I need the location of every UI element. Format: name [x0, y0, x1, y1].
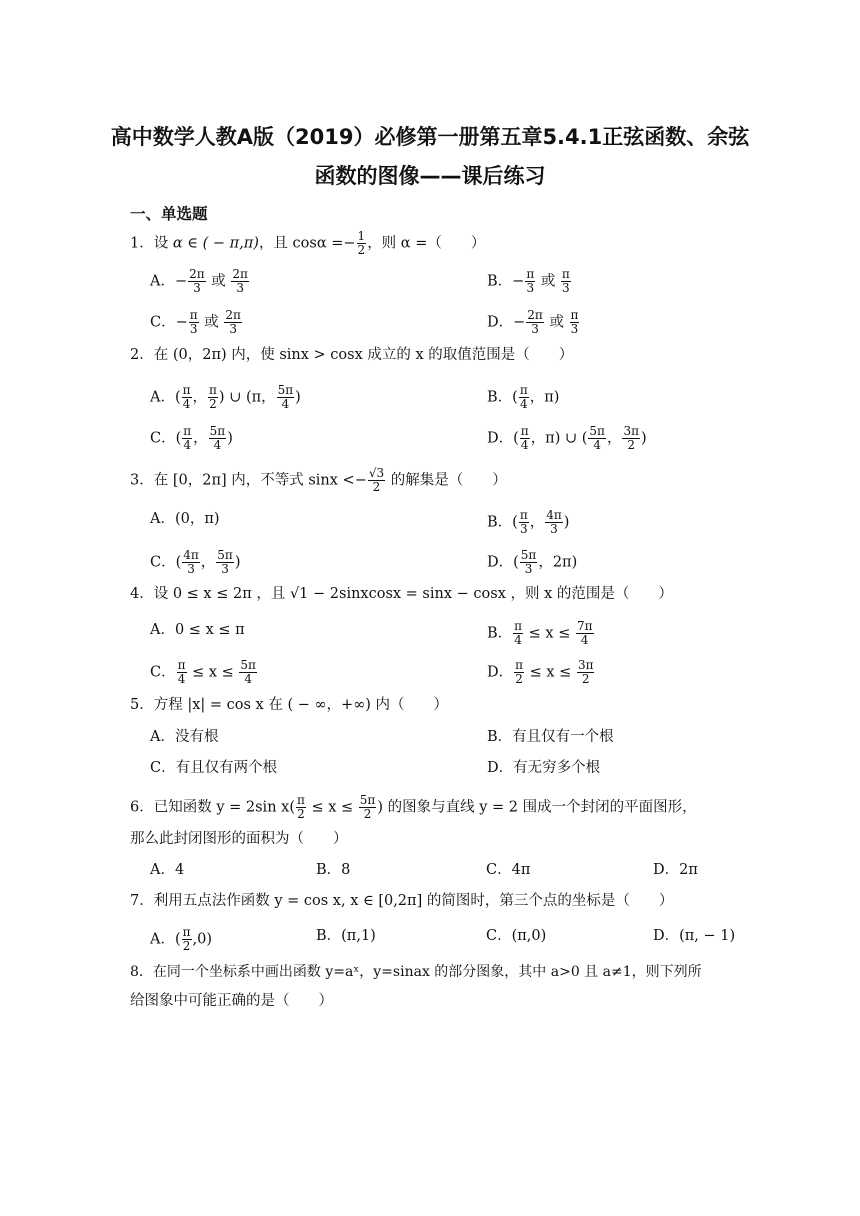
- doc-title-line1: 高中数学人教A版（2019）必修第一册第五章5.4.1正弦函数、余弦: [110, 125, 750, 149]
- q3-option-c[interactable]: C．( $\frac{4\pi}{3}$ ， $\frac{5\pi}{3}$ ): [150, 548, 241, 576]
- question-6-stem: 6．已知函数 y = 2sin x( $\frac{\pi}{2}$ ≤ x ≤ $\frac{5\pi}{2}$ ) 的图象与直线 y = 2 围成一个封闭的平面图形，: [130, 793, 697, 821]
- q6-option-d[interactable]: D．2π: [653, 862, 698, 878]
- question-8-stem: 8．在同一个坐标系中画出函数 y=aˣ，y=sinax 的部分图象，其中 a>0 且 a≠1，则下列所: [130, 964, 702, 980]
- q6-option-b[interactable]: B．8: [316, 862, 351, 878]
- q4-option-a[interactable]: A．0 ≤ x ≤ π: [150, 622, 245, 638]
- q2-option-c[interactable]: C．( $\frac{\pi}{4}$ ， $\frac{5\pi}{4}$ ): [150, 424, 233, 452]
- q5-option-d[interactable]: D．有无穷多个根: [487, 760, 601, 776]
- q7-option-a[interactable]: A．( $\frac{\pi}{2}$ ,0): [150, 925, 213, 953]
- q3-option-b[interactable]: B．( $\frac{\pi}{3}$ ， $\frac{4\pi}{3}$ ): [487, 508, 570, 536]
- q4-option-c[interactable]: C． $\frac{\pi}{4}$ ≤ x ≤ $\frac{5\pi}{4}$: [150, 658, 256, 686]
- section-heading: 一、单选题: [130, 205, 208, 223]
- q6-option-c[interactable]: C．4π: [486, 862, 531, 878]
- q5-option-c[interactable]: C．有且仅有两个根: [150, 760, 278, 776]
- q1-option-b[interactable]: B．− $\frac{\pi}{3}$ 或 $\frac{\pi}{3}$: [487, 267, 570, 295]
- doc-title-line2: 函数的图像——课后练习: [314, 164, 546, 188]
- q1-option-a[interactable]: A．− $\frac{2\pi}{3}$ 或 $\frac{2\pi}{3}$: [150, 267, 248, 295]
- question-3-stem: 3．在 [0，2π] 内，不等式 sinx <− $\frac{√3}{2}$ 的解集是（ ）: [130, 466, 507, 494]
- q2-option-a[interactable]: A．( $\frac{\pi}{4}$ ， $\frac{\pi}{2}$ ) ∪ (π， $\frac{5\pi}{4}$ ): [150, 383, 301, 411]
- q7-option-b[interactable]: B．(π,1): [316, 928, 376, 944]
- question-4-stem: 4．设 0 ≤ x ≤ 2π ，且 √1 − 2sinxcosx = sinx − cosx ，则 x 的范围是（ ）: [130, 586, 673, 602]
- question-2-stem: 2．在 (0，2π) 内，使 sinx > cosx 成立的 x 的取值范围是（ ）: [130, 347, 574, 363]
- q2-option-b[interactable]: B．( $\frac{\pi}{4}$ ，π): [487, 383, 560, 411]
- q1-option-d[interactable]: D．− $\frac{2\pi}{3}$ 或 $\frac{\pi}{3}$: [487, 308, 579, 336]
- q7-option-c[interactable]: C．(π,0): [486, 928, 547, 944]
- q2-option-d[interactable]: D．( $\frac{\pi}{4}$ ，π) ∪ ( $\frac{5\pi}{4}$ ， $\frac{3\pi}{2}$ ): [487, 424, 647, 452]
- q1-option-c[interactable]: C．− $\frac{\pi}{3}$ 或 $\frac{2\pi}{3}$: [150, 308, 241, 336]
- q5-option-b[interactable]: B．有且仅有一个根: [487, 729, 614, 745]
- q4-option-d[interactable]: D． $\frac{\pi}{2}$ ≤ x ≤ $\frac{3\pi}{2}$: [487, 658, 594, 686]
- question-8-line2: 给图象中可能正确的是（ ）: [130, 993, 333, 1009]
- question-6-line2: 那么此封闭图形的面积为（ ）: [130, 831, 348, 847]
- q3-option-d[interactable]: D．( $\frac{5\pi}{3}$ ，2π): [487, 548, 578, 576]
- q3-option-a[interactable]: A．(0，π): [150, 511, 220, 527]
- question-5-stem: 5．方程 |x| = cos x 在 ( − ∞，+∞) 内（ ）: [130, 697, 449, 713]
- q5-option-a[interactable]: A．没有根: [150, 729, 219, 745]
- q4-option-b[interactable]: B． $\frac{\pi}{4}$ ≤ x ≤ $\frac{7\pi}{4}$: [487, 619, 593, 647]
- q6-option-a[interactable]: A．4: [150, 862, 185, 878]
- question-1-stem: 1．设 α ∈ ( − π,π)，且 cosα =− $\frac{1}{2}$ ，则 α =（ ）: [130, 229, 486, 257]
- q7-option-d[interactable]: D．(π, − 1): [653, 928, 736, 944]
- question-7-stem: 7．利用五点法作函数 y = cos x, x ∈ [0,2π] 的简图时，第三个点的坐标是（ ）: [130, 893, 674, 909]
